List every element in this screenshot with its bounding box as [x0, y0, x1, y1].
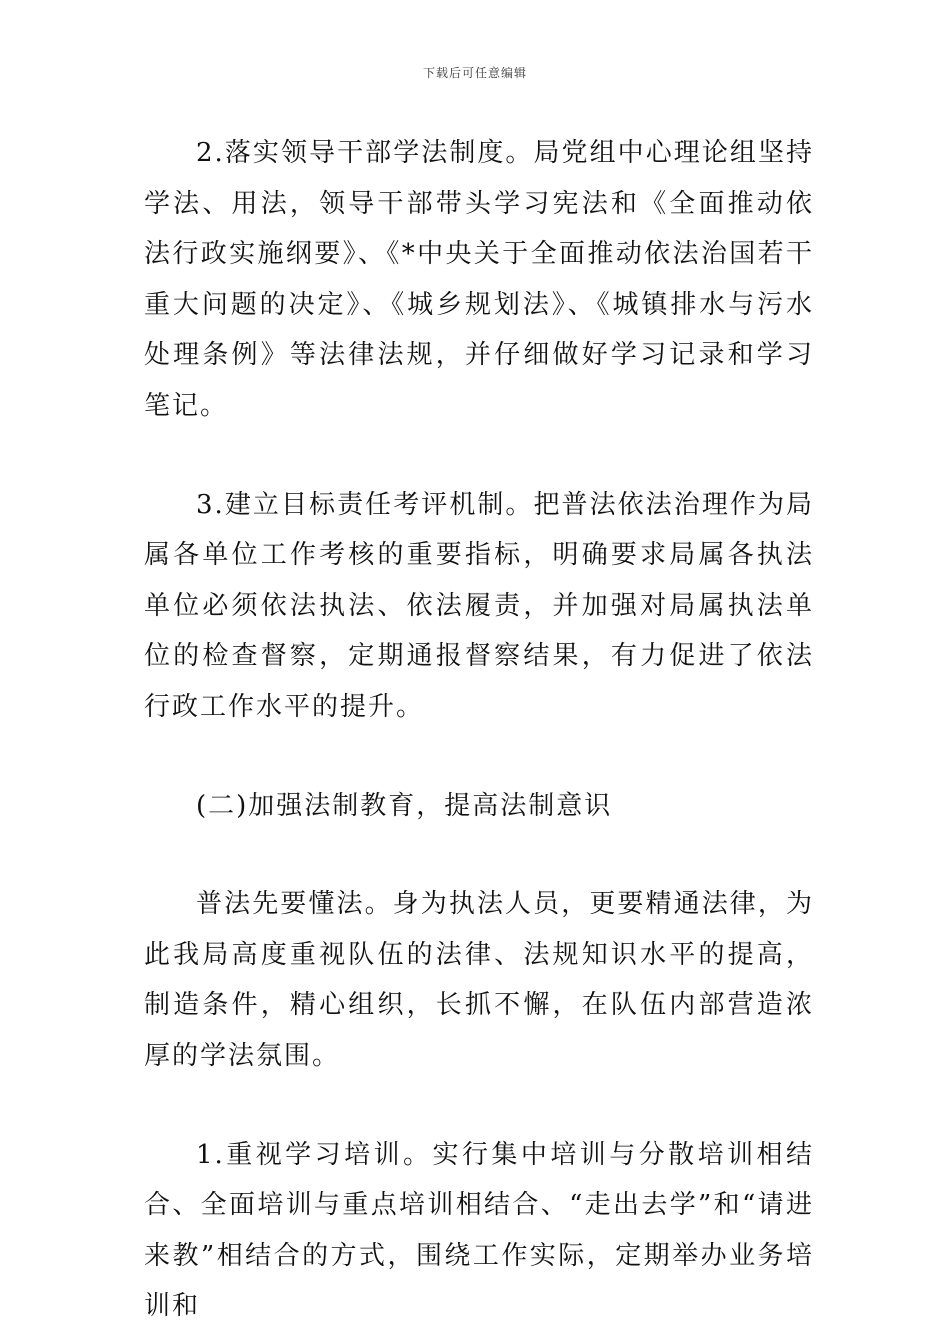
paragraph-leader-study: 2.落实领导干部学法制度。局党组中心理论组坚持学法、用法，领导干部带头学习宪法和《全面推动依法行政实施纲要》、《*中央关于全面推动依法治国若干重大问题的决定》、《城乡规划法》、《城镇排水与污水处理条例》等法律法规，并仔细做好学习记录和学习笔记。 — [144, 138, 814, 421]
header-note: 下载后可任意编辑 — [422, 66, 527, 80]
paragraph-evaluation-mechanism: 3.建立目标责任考评机制。把普法依法治理作为局属各单位工作考核的重要指标，明确要求局属各执法单位必须依法执法、依法履责，并加强对局属执法单位的检查督察，定期通报督察结果，有力促进了依法行政工作水平的提升。 — [144, 489, 814, 722]
paragraph-training: 1.重视学习培训。实行集中培训与分散培训相结合、全面培训与重点培训相结合、“走出去学”和“请进来教”相结合的方式，围绕工作实际，定期举办业务培训和 — [144, 1139, 814, 1322]
section-heading-legal-education: (二)加强法制教育，提高法制意识 — [196, 790, 613, 821]
paragraph-know-law: 普法先要懂法。身为执法人员，更要精通法律，为此我局高度重视队伍的法律、法规知识水平的提高，制造条件，精心组织，长抓不懈，在队伍内部营造浓厚的学法氛围。 — [144, 889, 814, 1071]
document-body — [144, 128, 814, 1332]
